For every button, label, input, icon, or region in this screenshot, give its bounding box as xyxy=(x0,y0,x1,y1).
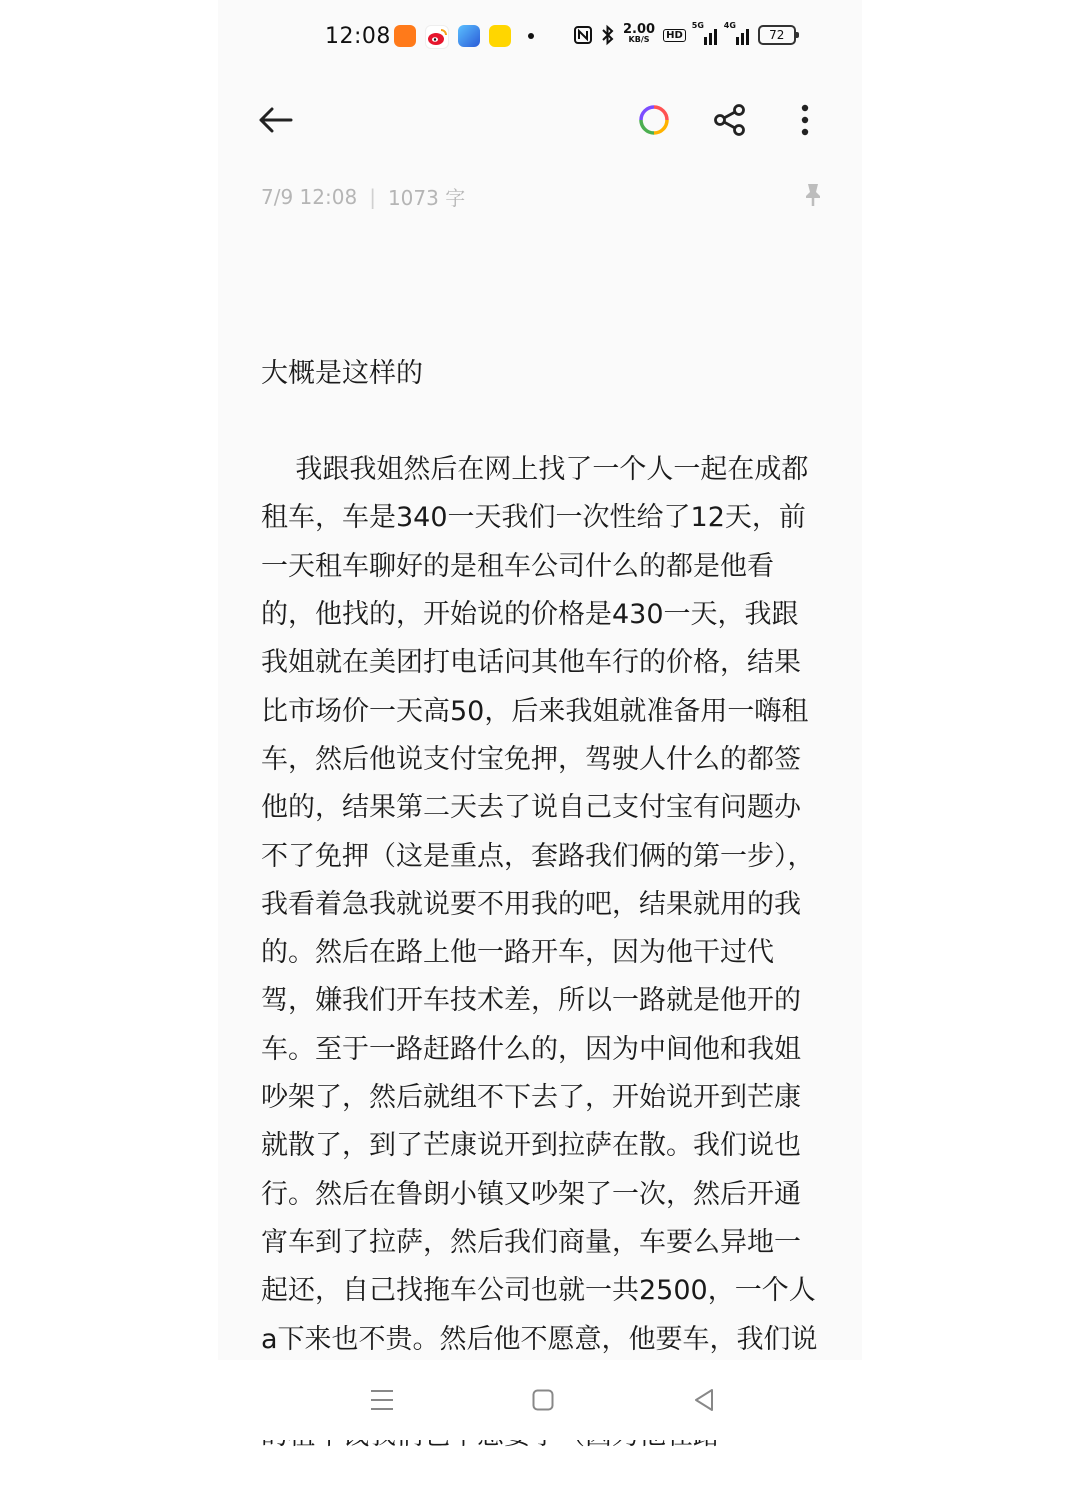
bluetooth-icon xyxy=(601,24,615,46)
notification-icons xyxy=(394,25,542,49)
more-vertical-icon xyxy=(800,104,810,136)
status-time: 12:08 xyxy=(325,24,391,49)
battery-level: 72 xyxy=(769,28,785,42)
meta-separator: | xyxy=(369,184,376,209)
network-speed xyxy=(623,22,656,45)
navigation-bar xyxy=(218,1360,862,1440)
note-content[interactable] xyxy=(261,253,821,1355)
note-body-text: 我跟我姐然后在网上找了一个人一起在成都租车，车是340一天我们一次性给了12天，前一天租车聊好的是租车公司什么的都是他看的，他找的，开始说的价格是430一天，我跟我姐就在美团打电话问其他车行的价格，结果比市场价一天高50，后来我姐就准备用一嗨租车，然后他说支付宝免押，驾驶人什么的都签他的，结果第二天去了说自己支付宝有问题办不了免押（这是重点，套路我们俩的第一步），我看着急我就说要不用我的吧，结果就用的我的。然后在路上他一路开车，因为他干过代驾，嫌我们开车技术差，所以一路就是他开的车。至于一路赶路什么的，因为中间他和我姐吵架了，然后就组不下去了，开始说开到芒康就散了，到了芒康说开到拉萨在散。我们说也行。然后在鲁朗小镇又吵架了一次，然后开通宵车到了拉萨，然后我们商量，车要么异地一起还，自己找拖车公司也就一共2500，一个人a下来也不贵。然后他不愿意，他要车，我们说 xyxy=(261,454,818,1355)
home-square-icon xyxy=(532,1389,554,1411)
hand-app-icon xyxy=(394,25,416,47)
theme-button[interactable] xyxy=(624,90,684,150)
back-triangle-icon xyxy=(693,1388,715,1412)
battery-icon xyxy=(758,25,796,45)
signal-5g-icon xyxy=(691,21,718,45)
word-count: 1073 字 xyxy=(387,186,466,210)
weibo-icon xyxy=(425,25,449,49)
note-date: 7/9 12:08 xyxy=(261,184,358,209)
back-nav-button[interactable] xyxy=(684,1380,724,1420)
signal-5g-label: 5G xyxy=(691,21,704,30)
news-app-icon xyxy=(489,25,511,47)
home-nav-button[interactable] xyxy=(523,1380,563,1420)
pin-button[interactable] xyxy=(803,182,823,212)
arrow-left-icon xyxy=(257,105,293,135)
more-button[interactable] xyxy=(775,90,835,150)
menu-icon xyxy=(370,1389,394,1411)
share-icon xyxy=(713,104,747,136)
network-speed-value: 2.00 xyxy=(623,22,656,37)
back-button[interactable] xyxy=(245,90,305,150)
note-toolbar xyxy=(218,90,862,150)
signal-4g-label: 4G xyxy=(723,21,736,30)
note-meta xyxy=(261,182,465,211)
system-icons xyxy=(573,21,796,46)
phone-screen xyxy=(218,0,862,1360)
color-ring-icon xyxy=(638,104,670,136)
network-speed-unit: KB/S xyxy=(628,35,650,44)
nfc-icon xyxy=(573,25,593,45)
status-bar xyxy=(218,0,862,76)
note-title: 大概是这样的 xyxy=(261,357,423,389)
hd-badge: HD xyxy=(663,29,686,42)
pin-icon xyxy=(803,182,823,208)
menu-nav-button[interactable] xyxy=(362,1380,402,1420)
game-app-icon xyxy=(458,25,480,47)
share-button[interactable] xyxy=(700,90,760,150)
signal-4g-icon xyxy=(723,21,750,45)
more-notifications-dot xyxy=(528,33,534,39)
